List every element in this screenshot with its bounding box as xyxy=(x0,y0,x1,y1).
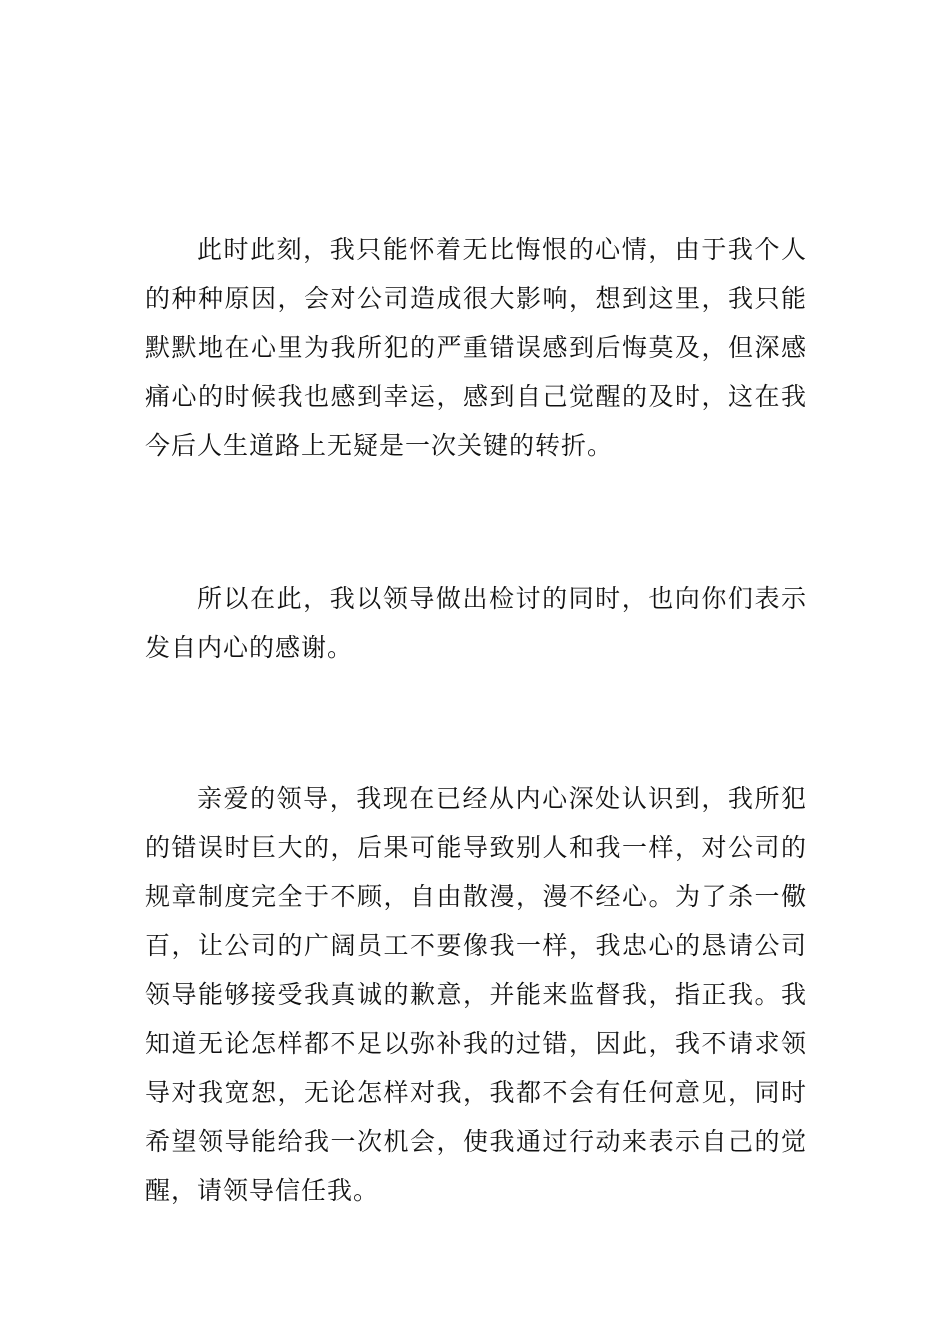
paragraph-2: 所以在此，我以领导做出检讨的同时，也向你们表示发自内心的感谢。 xyxy=(145,584,807,662)
paragraph-1: 此时此刻，我只能怀着无比悔恨的心情，由于我个人的种种原因，会对公司造成很大影响，想到这里，我只能默默地在心里为我所犯的严重错误感到后悔莫及，但深感痛心的时候我也感到幸运，感到自己觉醒的及时，这在我今后人生道路上无疑是一次关键的转折。 xyxy=(145,235,807,460)
paragraph-3: 亲爱的领导，我现在已经从内心深处认识到，我所犯的错误时巨大的，后果可能导致别人和我一样，对公司的规章制度完全于不顾，自由散漫，漫不经心。为了杀一儆百，让公司的广阔员工不要像我一样，我忠心的恳请公司领导能够接受我真诚的歉意，并能来监督我，指正我。我知道无论怎样都不足以弥补我的过错，因此，我不请求领导对我宽恕，无论怎样对我，我都不会有任何意见，同时希望领导能给我一次机会，使我通过行动来表示自己的觉醒，请领导信任我。 xyxy=(145,784,807,1205)
